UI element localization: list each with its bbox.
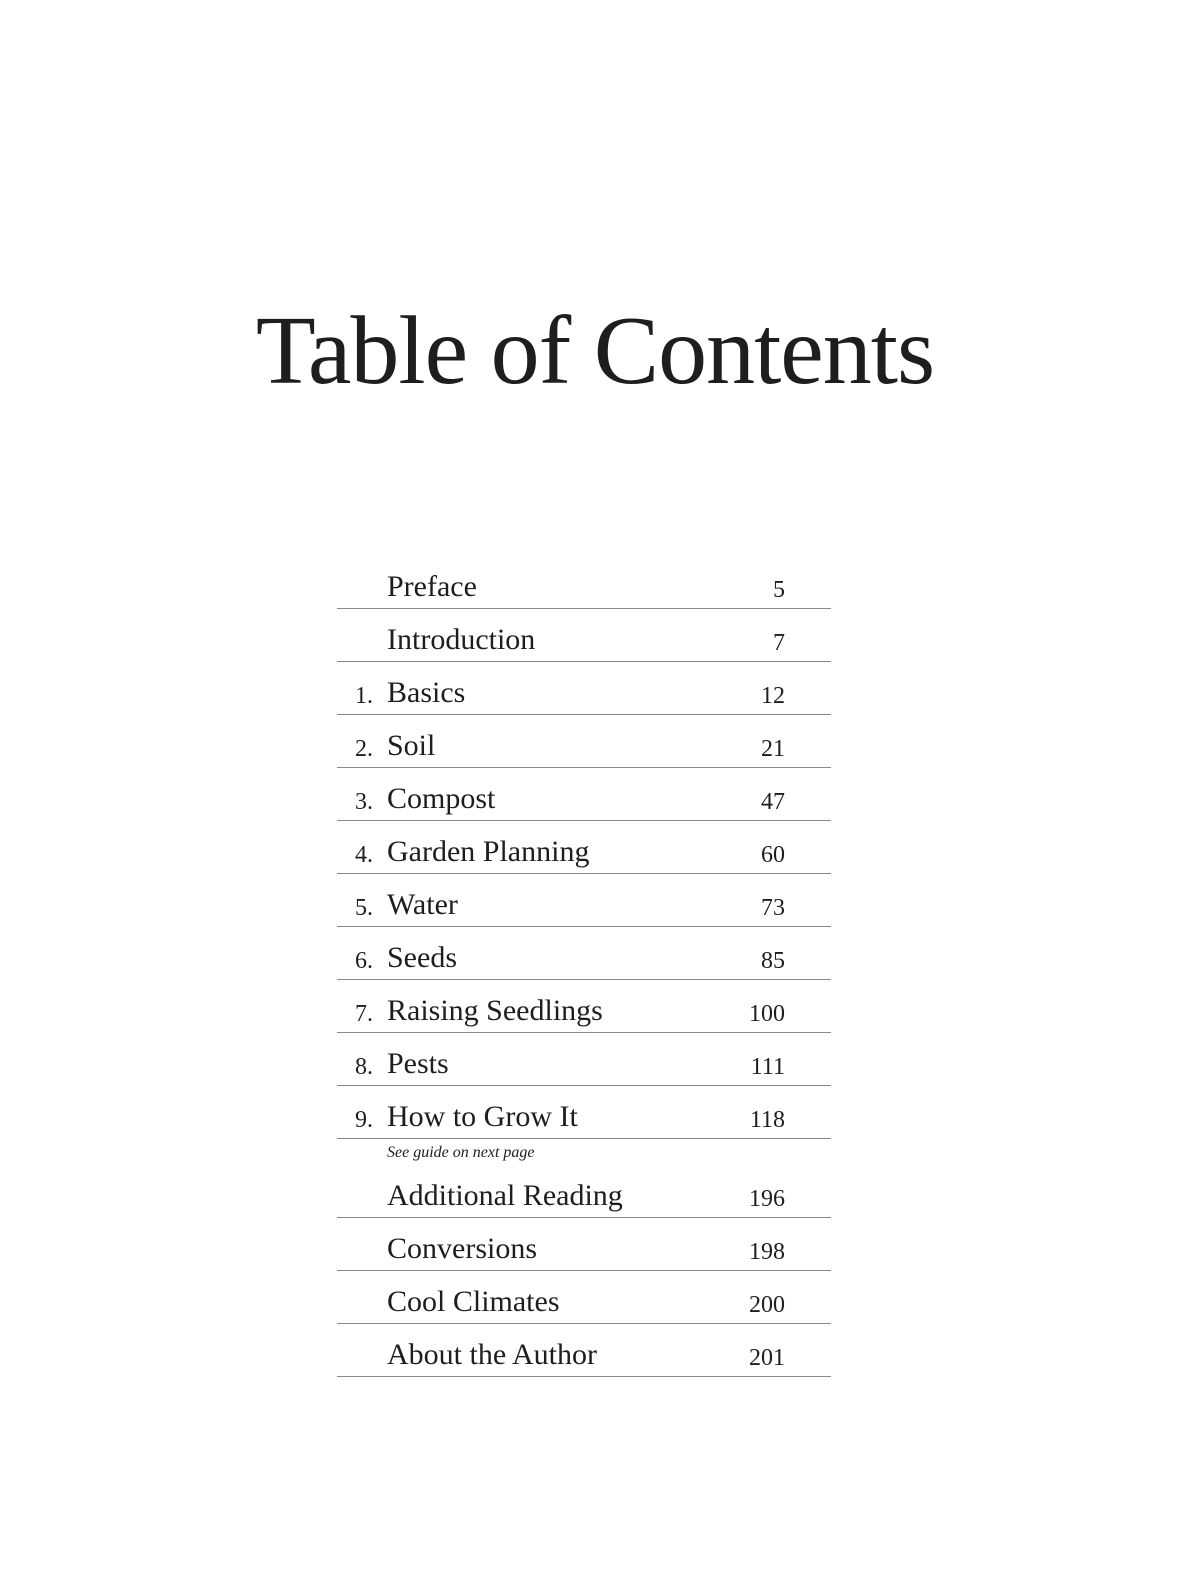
toc-entry-preface xyxy=(337,556,831,609)
entry-page-number: 201 xyxy=(749,1345,785,1371)
entry-page-number: 200 xyxy=(749,1292,785,1318)
toc-note-text: See guide on next page xyxy=(387,1144,535,1161)
entry-title: Garden Planning xyxy=(387,835,590,868)
entry-number: 4. xyxy=(355,842,373,868)
entry-page-number: 47 xyxy=(761,789,785,815)
toc-entry-compost xyxy=(337,768,831,821)
entry-number: 3. xyxy=(355,789,373,815)
toc-entry-additional-reading xyxy=(337,1165,831,1218)
entry-page-number: 60 xyxy=(761,842,785,868)
entry-title: Cool Climates xyxy=(387,1285,560,1318)
toc-entry-pests xyxy=(337,1033,831,1086)
toc-entry-cool-climates xyxy=(337,1271,831,1324)
toc-entry-raising-seedlings xyxy=(337,980,831,1033)
entry-number: 2. xyxy=(355,736,373,762)
entry-title: Raising Seedlings xyxy=(387,994,603,1027)
entry-number: 1. xyxy=(355,683,373,709)
entry-page-number: 118 xyxy=(749,1107,785,1133)
entry-page-number: 85 xyxy=(761,948,785,974)
entry-page-number: 198 xyxy=(749,1239,785,1265)
entry-page-number: 100 xyxy=(749,1001,785,1027)
entry-title: Conversions xyxy=(387,1232,537,1265)
toc-entry-seeds xyxy=(337,927,831,980)
entry-page-number: 12 xyxy=(761,683,785,709)
entry-page-number: 21 xyxy=(761,736,785,762)
entry-title: About the Author xyxy=(387,1338,597,1371)
toc-entry-water xyxy=(337,874,831,927)
table-of-contents xyxy=(337,556,831,1377)
entry-title: Compost xyxy=(387,782,496,815)
toc-entry-introduction xyxy=(337,609,831,662)
toc-entry-garden-planning xyxy=(337,821,831,874)
entry-title: How to Grow It xyxy=(387,1100,578,1133)
toc-entry-soil xyxy=(337,715,831,768)
entry-number: 9. xyxy=(355,1107,373,1133)
entry-page-number: 7 xyxy=(773,630,785,656)
entry-title: Seeds xyxy=(387,941,457,974)
entry-title: Water xyxy=(387,888,458,921)
page-title: Table of Contents xyxy=(255,297,935,405)
entry-title: Introduction xyxy=(387,623,536,656)
entry-title: Preface xyxy=(387,570,477,603)
entry-number: 8. xyxy=(355,1054,373,1080)
entry-number: 7. xyxy=(355,1001,373,1027)
entry-title: Soil xyxy=(387,729,436,762)
entry-title: Additional Reading xyxy=(387,1179,623,1212)
toc-note xyxy=(337,1139,831,1165)
entry-title: Basics xyxy=(387,676,466,709)
entry-number: 6. xyxy=(355,948,373,974)
entry-page-number: 111 xyxy=(750,1054,785,1080)
toc-entry-basics xyxy=(337,662,831,715)
entry-page-number: 73 xyxy=(761,895,785,921)
entry-number: 5. xyxy=(355,895,373,921)
toc-entry-how-to-grow-it xyxy=(337,1086,831,1139)
entry-page-number: 196 xyxy=(749,1186,785,1212)
toc-entry-conversions xyxy=(337,1218,831,1271)
toc-entry-about-the-author xyxy=(337,1324,831,1377)
entry-title: Pests xyxy=(387,1047,449,1080)
entry-page-number: 5 xyxy=(773,577,785,603)
